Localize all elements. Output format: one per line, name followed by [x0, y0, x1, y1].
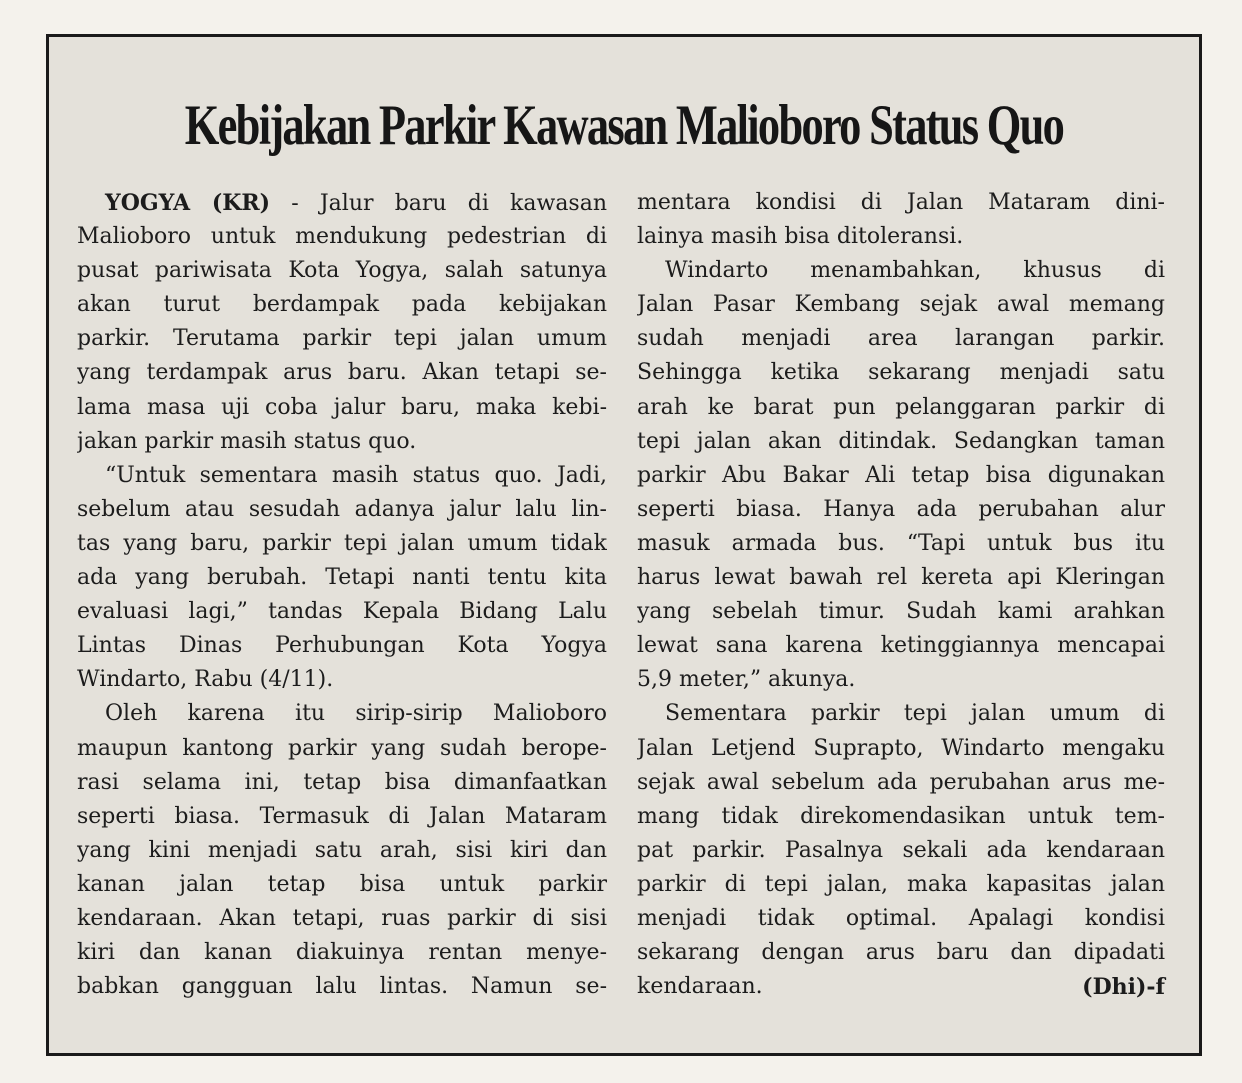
article-line: Jalan Letjend Suprapto, Windarto mengaku: [637, 735, 1165, 761]
dateline: YOGYA (KR): [105, 190, 271, 216]
article-line: sekarang dengan arus baru dan dipadati: [637, 940, 1165, 966]
article-line: menjadi tidak optimal. Apalagi kondisi: [637, 905, 1165, 931]
article-line: YOGYA (KR) - Jalur baru di kawasan: [105, 190, 607, 216]
article-line: parkir. Terutama parkir tepi jalan umum: [77, 326, 607, 352]
article-line: sejak awal sebelum ada perubahan arus me-: [637, 769, 1165, 795]
article-line: arah ke barat pun pelanggaran parkir di: [637, 394, 1165, 420]
article-line: pat parkir. Pasalnya sekali ada kendaraan: [637, 837, 1165, 863]
article-line: tas yang baru, parkir tepi jalan umum tidak: [77, 530, 607, 556]
article-line: yang sebelah timur. Sudah kami arahkan: [637, 599, 1165, 625]
article-line: parkir Abu Bakar Ali tetap bisa digunakan: [637, 462, 1165, 488]
article-line: seperti biasa. Termasuk di Jalan Mataram: [77, 803, 607, 829]
article-line: Lintas Dinas Perhubungan Kota Yogya: [77, 633, 607, 659]
article-column-right: [637, 186, 1165, 1004]
article-line: kendaraan.: [637, 974, 763, 1000]
article-line: Windarto menambahkan, khusus di: [665, 258, 1165, 284]
article-line: pusat pariwisata Kota Yogya, salah satunya: [77, 258, 607, 284]
article-column-left: [77, 186, 607, 1004]
article-line: parkir di tepi jalan, maka kapasitas jalan: [637, 871, 1165, 897]
article-line: Sehingga ketika sekarang menjadi satu: [637, 360, 1165, 386]
article-line: lama masa uji coba jalur baru, maka kebi-: [77, 394, 607, 420]
article-line: Jalan Pasar Kembang sejak awal memang: [637, 292, 1165, 318]
article-line: “Untuk sementara masih status quo. Jadi,: [105, 462, 607, 488]
article-line: 5,9 meter,” akunya.: [637, 667, 856, 693]
article-line: akan turut berdampak pada kebijakan: [77, 292, 607, 318]
article-line: lainya masih bisa ditoleransi.: [637, 224, 964, 250]
article-line: kiri dan kanan diakuinya rentan menye-: [77, 940, 607, 966]
article-line: kendaraan. Akan tetapi, ruas parkir di sisi: [77, 905, 607, 931]
article-line: seperti biasa. Hanya ada perubahan alur: [637, 496, 1165, 522]
article-line: Malioboro untuk mendukung pedestrian di: [77, 224, 607, 250]
article-line: sebelum atau sesudah adanya jalur lalu lin-: [77, 496, 607, 522]
article-line: ada yang berubah. Tetapi nanti tentu kita: [77, 565, 607, 591]
article-line: yang kini menjadi satu arah, sisi kiri dan: [77, 837, 607, 863]
article-line: sudah menjadi area larangan parkir.: [637, 326, 1165, 352]
article-line: Oleh karena itu sirip-sirip Malioboro: [105, 701, 607, 727]
article-line: evaluasi lagi,” tandas Kepala Bidang Lalu: [77, 599, 607, 625]
newspaper-clipping: [46, 34, 1202, 1056]
article-line: masuk armada bus. “Tapi untuk bus itu: [637, 530, 1165, 556]
article-line: jakan parkir masih status quo.: [77, 428, 417, 454]
article-line: mang tidak direkomendasikan untuk tem-: [637, 803, 1165, 829]
article-line: yang terdampak arus baru. Akan tetapi se-: [77, 360, 607, 386]
article-line: harus lewat bawah rel kereta api Kleringan: [637, 565, 1165, 591]
article-line: kanan jalan tetap bisa untuk parkir: [77, 871, 607, 897]
article-line: tepi jalan akan ditindak. Sedangkan taman: [637, 428, 1165, 454]
article-line: Sementara parkir tepi jalan umum di: [665, 701, 1165, 727]
article-line-final: [637, 970, 1165, 1004]
article-line: babkan gangguan lalu lintas. Namun se-: [77, 974, 607, 1000]
headline: Kebijakan Parkir Kawasan Malioboro Status Quo: [184, 94, 1064, 157]
article-line: maupun kantong parkir yang sudah berope-: [77, 735, 607, 761]
article-line: Windarto, Rabu (4/11).: [77, 667, 334, 693]
byline: (Dhi)-f: [1082, 974, 1165, 1001]
article-line: lewat sana karena ketinggiannya mencapai: [637, 633, 1165, 659]
article-line: mentara kondisi di Jalan Mataram dini-: [637, 190, 1165, 215]
article-line: rasi selama ini, tetap bisa dimanfaatkan: [77, 769, 607, 795]
